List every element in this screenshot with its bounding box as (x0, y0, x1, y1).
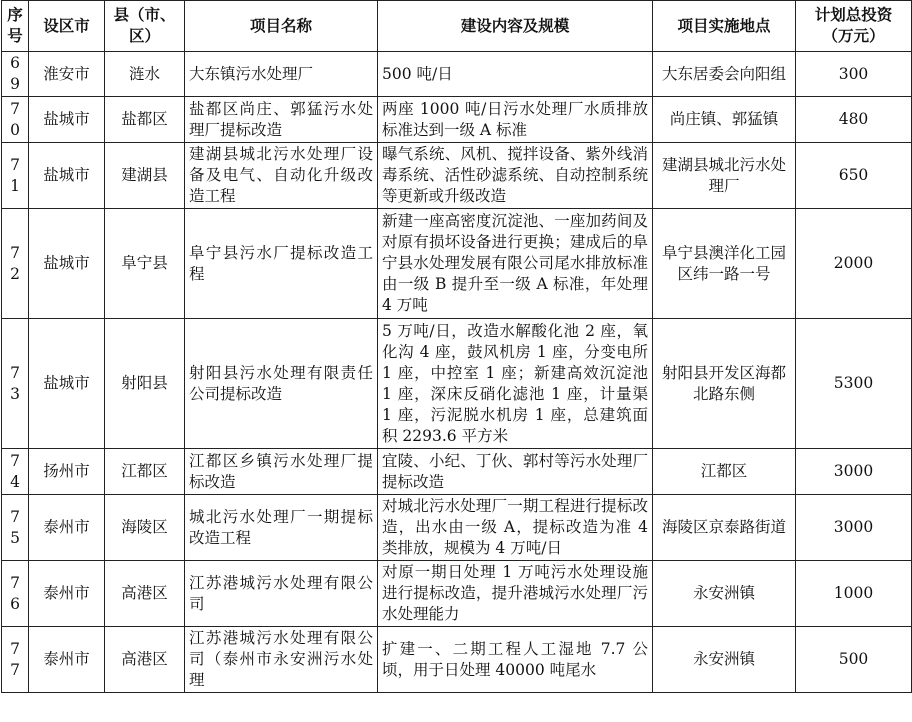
table-row (2, 627, 912, 693)
header-county: 县（市、 区） (105, 1, 185, 52)
cell-city: 盐城市 (29, 97, 105, 143)
cell-location: 大东居委会向阳组 (653, 52, 796, 97)
cell-no: 73 (2, 319, 29, 449)
cell-location: 永安洲镇 (653, 561, 796, 627)
cell-city: 泰州市 (29, 627, 105, 693)
table-row (2, 495, 912, 561)
cell-project-name: 射阳县污水处理有限责任公司提标改造 (185, 319, 378, 449)
cell-city: 泰州市 (29, 495, 105, 561)
cell-content: 新建一座高密度沉淀池、一座加药间及对原有损坏设备进行更换；建成后的阜宁县水处理发展有限公司尾水排放标准由一级 B 提升至一级 A 标准，年处理 4 万吨 (378, 209, 653, 319)
cell-project-name: 盐都区尚庄、郭猛污水处理厂提标改造 (185, 97, 378, 143)
table-row (2, 561, 912, 627)
project-table (1, 0, 912, 693)
cell-location: 尚庄镇、郭猛镇 (653, 97, 796, 143)
cell-investment: 3000 (796, 495, 912, 561)
cell-location: 建湖县城北污水处理厂 (653, 143, 796, 209)
cell-project-name: 阜宁县污水厂提标改造工程 (185, 209, 378, 319)
cell-city: 淮安市 (29, 52, 105, 97)
cell-city: 泰州市 (29, 561, 105, 627)
cell-content: 两座 1000 吨/日污水处理厂水质排放标准达到一级 A 标准 (378, 97, 653, 143)
cell-location: 射阳县开发区海都北路东侧 (653, 319, 796, 449)
cell-project-name: 江苏港城污水处理有限公司（泰州市永安洲污水处理 (185, 627, 378, 693)
cell-no: 77 (2, 627, 29, 693)
cell-investment: 3000 (796, 449, 912, 495)
cell-investment: 5300 (796, 319, 912, 449)
cell-project-name: 大东镇污水处理厂 (185, 52, 378, 97)
cell-content: 5 万吨/日，改造水解酸化池 2 座，氧化沟 4 座，鼓风机房 1 座，分变电所 1 座，中控室 1 座；新建高效沉淀池 1 座，深床反硝化滤池 1 座，计量渠 1 座，污泥脱水机房 1 座，总建筑面积 2293.6 平方米 (378, 319, 653, 449)
table-row (2, 319, 912, 449)
table-row (2, 209, 912, 319)
cell-investment: 500 (796, 627, 912, 693)
cell-city: 扬州市 (29, 449, 105, 495)
cell-investment: 2000 (796, 209, 912, 319)
cell-county: 高港区 (105, 561, 185, 627)
cell-investment: 480 (796, 97, 912, 143)
table-row (2, 449, 912, 495)
cell-no: 76 (2, 561, 29, 627)
cell-county: 高港区 (105, 627, 185, 693)
cell-county: 江都区 (105, 449, 185, 495)
cell-project-name: 城北污水处理厂一期提标改造工程 (185, 495, 378, 561)
cell-no: 71 (2, 143, 29, 209)
cell-location: 永安洲镇 (653, 627, 796, 693)
cell-no: 74 (2, 449, 29, 495)
cell-city: 盐城市 (29, 319, 105, 449)
table-header-row (2, 1, 912, 52)
cell-county: 海陵区 (105, 495, 185, 561)
cell-county: 盐都区 (105, 97, 185, 143)
table-row (2, 143, 912, 209)
cell-county: 建湖县 (105, 143, 185, 209)
cell-content: 500 吨/日 (378, 52, 653, 97)
cell-location: 阜宁县澳洋化工园区纬一路一号 (653, 209, 796, 319)
cell-county: 阜宁县 (105, 209, 185, 319)
cell-city: 盐城市 (29, 143, 105, 209)
cell-county: 涟水 (105, 52, 185, 97)
cell-content: 对原一期日处理 1 万吨污水处理设施进行提标改造，提升港城污水处理厂污水处理能力 (378, 561, 653, 627)
table-row (2, 52, 912, 97)
cell-project-name: 江苏港城污水处理有限公司 (185, 561, 378, 627)
header-project-name: 项目名称 (185, 1, 378, 52)
cell-content: 曝气系统、风机、搅拌设备、紫外线消毒系统、活性砂滤系统、自动控制系统等更新或升级改造 (378, 143, 653, 209)
header-no: 序 号 (2, 1, 29, 52)
cell-content: 扩建一、二期工程人工湿地 7.7 公顷，用于日处理 40000 吨尾水 (378, 627, 653, 693)
cell-investment: 300 (796, 52, 912, 97)
cell-county: 射阳县 (105, 319, 185, 449)
cell-content: 对城北污水处理厂一期工程进行提标改造，出水由一级 A，提标改造为准 4 类排放，规模为 4 万吨/日 (378, 495, 653, 561)
cell-content: 宜陵、小纪、丁伙、郭村等污水处理厂提标改造 (378, 449, 653, 495)
cell-location: 江都区 (653, 449, 796, 495)
table-row (2, 97, 912, 143)
cell-investment: 1000 (796, 561, 912, 627)
cell-no: 69 (2, 52, 29, 97)
header-location: 项目实施地点 (653, 1, 796, 52)
cell-no: 70 (2, 97, 29, 143)
cell-no: 75 (2, 495, 29, 561)
header-investment: 计划总投资 （万元） (796, 1, 912, 52)
cell-no: 72 (2, 209, 29, 319)
header-city: 设区市 (29, 1, 105, 52)
cell-location: 海陵区京泰路街道 (653, 495, 796, 561)
cell-investment: 650 (796, 143, 912, 209)
cell-city: 盐城市 (29, 209, 105, 319)
header-content: 建设内容及规模 (378, 1, 653, 52)
cell-project-name: 江都区乡镇污水处理厂提标改造 (185, 449, 378, 495)
cell-project-name: 建湖县城北污水处理厂设备及电气、自动化升级改造工程 (185, 143, 378, 209)
